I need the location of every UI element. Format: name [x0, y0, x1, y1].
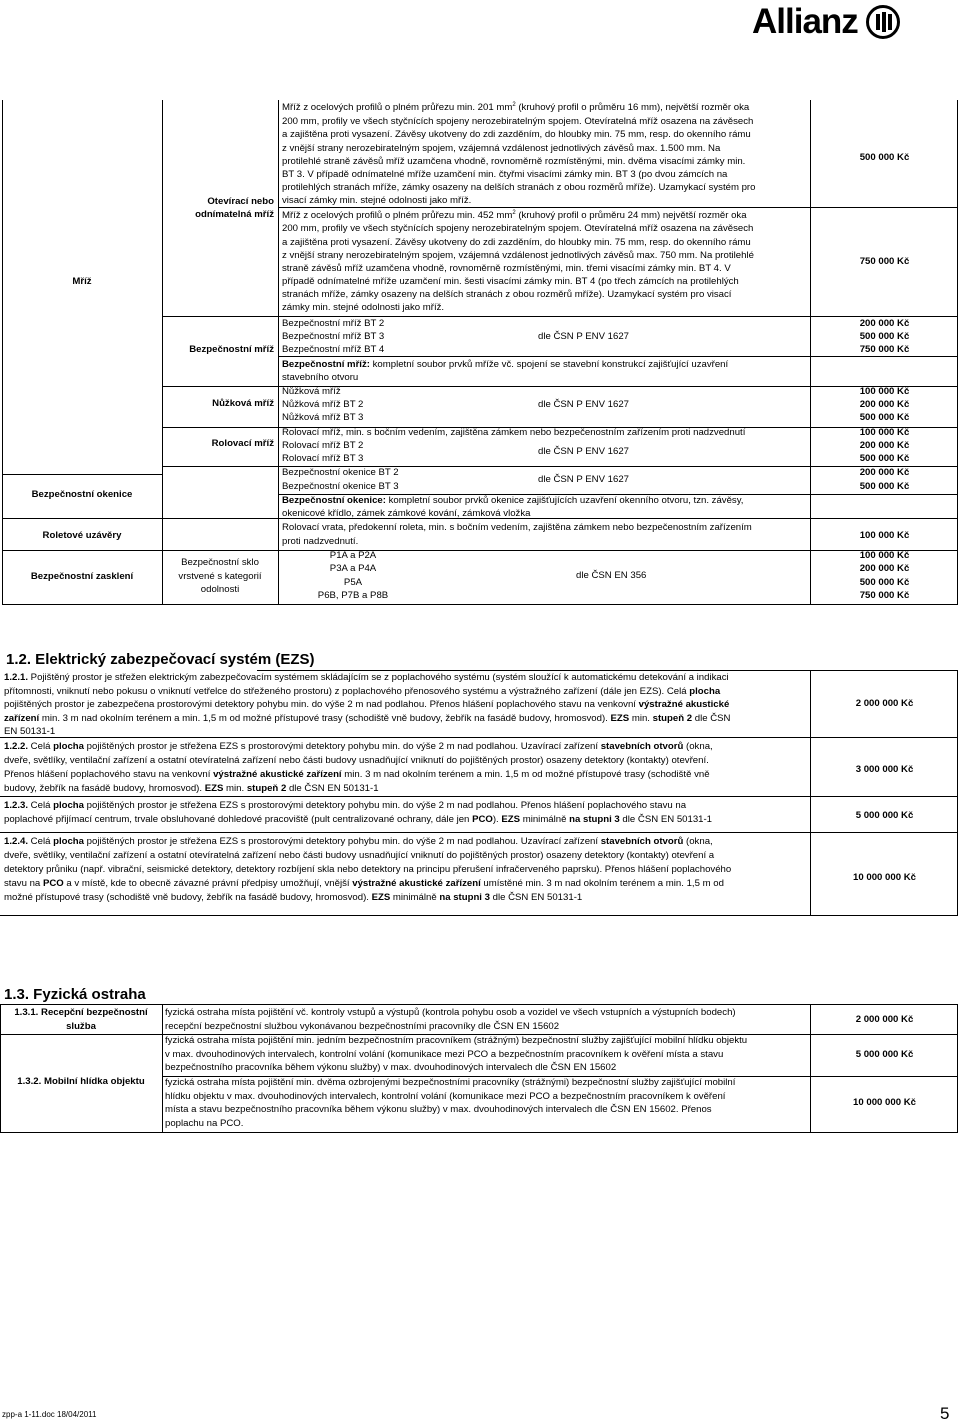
price-guard-patrol-1: 5 000 000 Kč [855, 1049, 914, 1060]
price-guard-reception: 2 000 000 Kč [855, 1014, 914, 1025]
row-shutter-bt3: Bezpečnostní okenice BT 3 [282, 481, 399, 492]
subcategory-opening-bars-l1: Otevírací nebo [207, 196, 274, 207]
norm-rolling-bars: dle ČSN P ENV 1627 [538, 446, 630, 457]
guard-reception-label-l2: služba [66, 1021, 96, 1032]
price-ezs-4: 10 000 000 Kč [853, 872, 916, 883]
price-ezs-3: 5 000 000 Kč [855, 810, 914, 821]
subcategory-glass-l1: Bezpečnostní sklo [181, 557, 259, 568]
category-glazing: Bezpečnostní zasklení [30, 571, 134, 582]
norm-shutter: dle ČSN P ENV 1627 [538, 474, 630, 485]
page-number: 5 [940, 1404, 950, 1423]
price-ezs-1: 2 000 000 Kč [855, 698, 914, 709]
price-folding-bt2: 200 000 Kč [859, 399, 910, 410]
section-ezs-title: 1.2. Elektrický zabezpečovací systém (EZS) [6, 651, 315, 668]
row-security-bars-bt4: Bezpečnostní mříž BT 4 [282, 344, 385, 355]
guard-reception-label-l1: 1.3.1. Recepční bezpečnostní [14, 1007, 148, 1018]
price-ezs-2: 3 000 000 Kč [855, 764, 914, 775]
price-opening-bars-bt3: 500 000 Kč [859, 152, 910, 163]
price-shutter-bt3: 500 000 Kč [859, 481, 910, 492]
price-bt2: 200 000 Kč [859, 318, 910, 329]
row-folding-bars: Nůžková mříž [282, 386, 341, 397]
subcategory-folding-bars: Nůžková mříž [212, 398, 274, 409]
price-rolling-bt3: 500 000 Kč [859, 453, 910, 464]
footer-doc-id: zpp-a 1-11.doc 18/04/2011 [2, 1410, 97, 1419]
row-security-bars-bt2: Bezpečnostní mříž BT 2 [282, 318, 385, 329]
price-rolling-doors: 100 000 Kč [859, 530, 910, 541]
brand-name: Allianz [752, 2, 858, 42]
row-rolling-bars: Rolovací mříž, min. s bočním vedením, zajištěna zámkem nebo bezpečenostním zařízením proti nadzvednutí [282, 427, 746, 438]
row-security-bars-bt3: Bezpečnostní mříž BT 3 [282, 331, 385, 342]
price-shutter-bt2: 200 000 Kč [859, 467, 910, 478]
norm-folding-bars: dle ČSN P ENV 1627 [538, 399, 630, 410]
subcategory-security-bars: Bezpečnostní mříž [189, 344, 274, 355]
category-shutters: Bezpečnostní okenice [31, 489, 133, 500]
price-glass-p6: 750 000 Kč [859, 590, 910, 601]
subcategory-rolling-bars: Rolovací mříž [211, 438, 274, 449]
row-glass-p5: P5A [343, 577, 363, 588]
row-glass-p6: P6B, P7B a P8B [317, 590, 389, 601]
category-rolling-shutters: Roletové uzávěry [42, 530, 122, 541]
price-glass-p5: 500 000 Kč [859, 577, 910, 588]
subcategory-glass-l3: odolnosti [200, 584, 240, 595]
norm-security-bars: dle ČSN P ENV 1627 [538, 331, 630, 342]
price-bt3: 500 000 Kč [859, 331, 910, 342]
price-glass-p1: 100 000 Kč [859, 550, 910, 561]
price-rolling-bt2: 200 000 Kč [859, 440, 910, 451]
allianz-logo [752, 2, 900, 42]
row-glass-p1: P1A a P2A [329, 550, 377, 561]
guard-patrol-label: 1.3.2. Mobilní hlídka objektu [17, 1076, 145, 1087]
subcategory-opening-bars-l2: odnímatelná mříž [195, 209, 274, 220]
row-rolling-bars-bt2: Rolovací mříž BT 2 [282, 440, 364, 451]
category-bars: Mříž [72, 276, 92, 287]
norm-glass: dle ČSN EN 356 [576, 570, 647, 581]
price-guard-patrol-2: 10 000 000 Kč [853, 1097, 916, 1108]
subcategory-glass-l2: vrstvené s kategorií [178, 571, 262, 582]
price-rolling: 100 000 Kč [859, 427, 910, 438]
price-folding: 100 000 Kč [859, 386, 910, 397]
price-folding-bt3: 500 000 Kč [859, 412, 910, 423]
row-folding-bars-bt3: Nůžková mříž BT 3 [282, 412, 364, 423]
row-glass-p3: P3A a P4A [329, 563, 377, 574]
row-rolling-bars-bt3: Rolovací mříž BT 3 [282, 453, 364, 464]
price-bt4: 750 000 Kč [859, 344, 910, 355]
row-shutter-bt2: Bezpečnostní okenice BT 2 [282, 467, 399, 478]
allianz-eagle-icon [866, 5, 900, 39]
price-glass-p3: 200 000 Kč [859, 563, 910, 574]
row-folding-bars-bt2: Nůžková mříž BT 2 [282, 399, 364, 410]
price-opening-bars-bt4: 750 000 Kč [859, 256, 910, 267]
section-guard-title: 1.3. Fyzická ostraha [4, 986, 146, 1003]
